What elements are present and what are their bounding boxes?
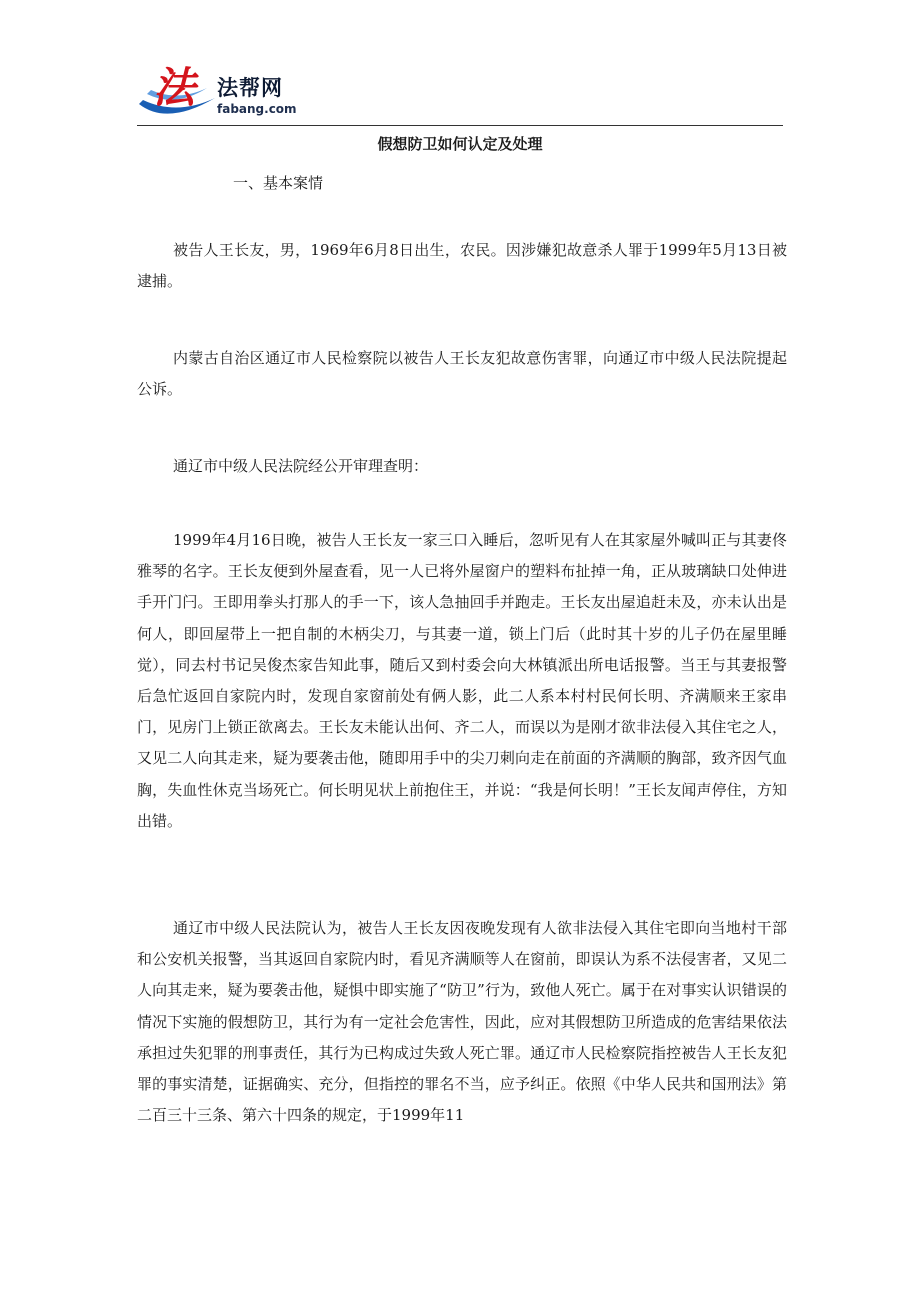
header-divider	[137, 125, 783, 126]
paragraph-1: 被告人王长友，男，1969年6月8日出生，农民。因涉嫌犯故意杀人罪于1999年5月13日被逮捕。	[137, 241, 787, 291]
document-title: 假想防卫如何认定及处理	[377, 135, 543, 153]
site-name[interactable]: 法帮网	[217, 76, 283, 100]
paragraph-3: 通辽市中级人民法院经公开审理查明：	[173, 457, 429, 475]
paragraph-2: 内蒙古自治区通辽市人民检察院以被告人王长友犯故意伤害罪，向通辽市中级人民法院提起公诉。	[137, 349, 787, 399]
paragraph-4: 1999年4月16日晚，被告人王长友一家三口入睡后，忽听见有人在其家屋外喊叫正与其妻佟雅琴的名字。王长友便到外屋查看，见一人已将外屋窗户的塑料布扯掉一角，正从玻璃缺口处伸进手开门闩。王即用拳头打那人的手一下，该人急抽回手并跑走。王长友出屋追赶未及，亦未认出是何人，即回屋带上一把自制的木柄尖刀，与其妻一道，锁上门后（此时其十岁的儿子仍在屋里睡觉），同去村书记吴俊杰家告知此事，随后又到村委会向大林镇派出所电话报警。当王与其妻报警后急忙返回自家院内时，发现自家窗前处有俩人影，此二人系本村村民何长明、齐满顺来王家串门，见房门上锁正欲离去。王长友未能认出何、齐二人，而误以为是刚才欲非法侵入其住宅之人，又见二人向其走来，疑为要袭击他，随即用手中的尖刀刺向走在前面的齐满顺的胸部，致齐因气血胸，失血性休克当场死亡。何长明见状上前抱住王，并说：“我是何长明！”王长友闻声停住，方知出错。	[137, 531, 787, 830]
svg-text:法: 法	[153, 64, 196, 112]
paragraph-5: 通辽市中级人民法院认为，被告人王长友因夜晚发现有人欲非法侵入其住宅即向当地村干部和公安机关报警，当其返回自家院内时，看见齐满顺等人在窗前，即误认为系不法侵害者，又见二人向其走来，疑为要袭击他，疑惧中即实施了“防卫”行为，致他人死亡。属于在对事实认识错误的情况下实施的假想防卫，其行为有一定社会危害性，因此，应对其假想防卫所造成的危害结果依法承担过失犯罪的刑事责任，其行为已构成过失致人死亡罪。通辽市人民检察院指控被告人王长友犯罪的事实清楚，证据确实、充分，但指控的罪名不当，应予纠正。依照《中华人民共和国刑法》第二百三十三条、第六十四条的规定，于1999年11	[137, 919, 787, 1125]
site-domain[interactable]: fabang.com	[217, 102, 297, 116]
site-header	[137, 60, 783, 126]
section-heading: 一、基本案情	[233, 174, 324, 192]
fabang-logo-icon[interactable]	[137, 64, 219, 124]
